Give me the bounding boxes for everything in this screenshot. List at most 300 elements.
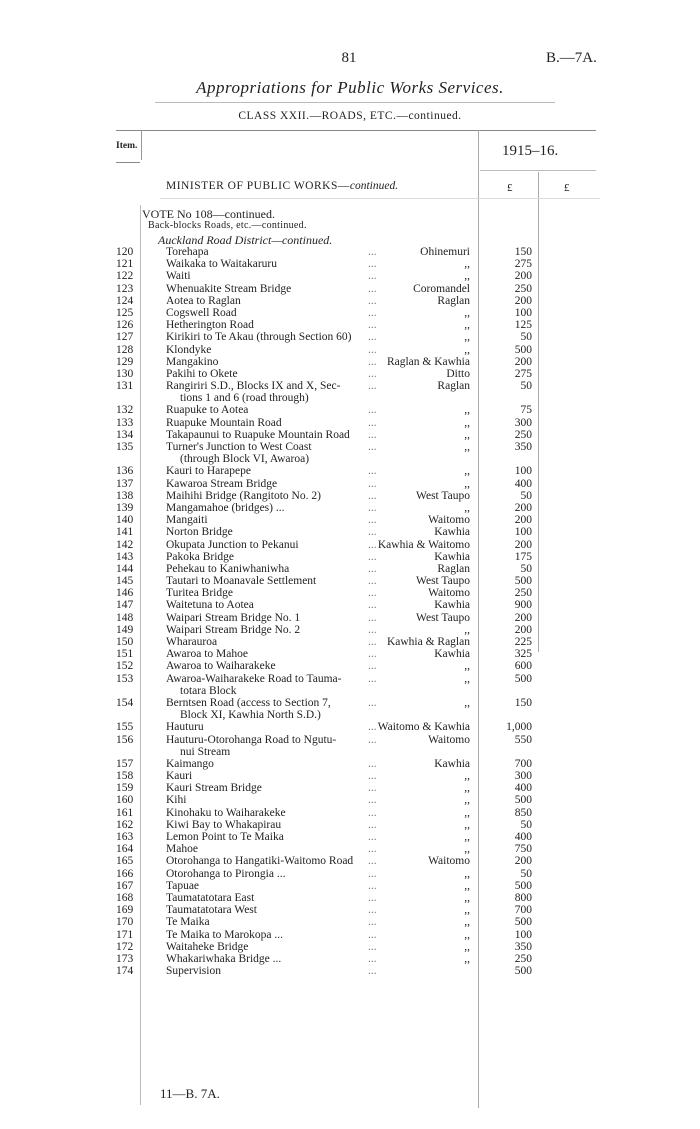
table-row bbox=[0, 319, 700, 331]
amount-value: 300 bbox=[514, 416, 532, 429]
leader-dots: ... bbox=[368, 380, 377, 393]
district-name: Waitomo & Kawhia bbox=[377, 721, 470, 734]
district-name: Kawhia bbox=[434, 599, 470, 612]
table-row bbox=[0, 539, 700, 551]
road-name: Aotea to Raglan bbox=[166, 294, 241, 307]
district-name: ,, bbox=[464, 428, 470, 441]
appropriations-table bbox=[0, 246, 700, 977]
table-row bbox=[0, 441, 700, 453]
table-row bbox=[0, 587, 700, 599]
leader-dots: ... bbox=[368, 441, 377, 453]
road-name: tions 1 and 6 (road through) bbox=[180, 392, 309, 405]
road-name: Ruapuke to Aotea bbox=[166, 404, 249, 417]
district-name: ,, bbox=[464, 928, 470, 941]
amount-value: 200 bbox=[514, 611, 532, 624]
amount-value: 200 bbox=[514, 623, 532, 636]
table-row bbox=[0, 953, 700, 965]
table-row bbox=[0, 916, 700, 928]
item-number: 150 bbox=[116, 636, 134, 648]
amount-value: 150 bbox=[514, 246, 532, 258]
road-name: Hetherington Road bbox=[166, 319, 254, 332]
item-number: 132 bbox=[116, 404, 134, 417]
road-name: Kauri Stream Bridge bbox=[166, 782, 262, 795]
table-row bbox=[0, 599, 700, 611]
amount-value: 325 bbox=[514, 648, 532, 661]
table-row bbox=[0, 819, 700, 831]
item-number: 134 bbox=[116, 428, 134, 441]
road-name: Okupata Junction to Pekanui bbox=[166, 538, 299, 551]
page-reference: B.—7A. bbox=[546, 50, 597, 66]
item-column-rule bbox=[141, 130, 142, 160]
item-number: 127 bbox=[116, 331, 134, 344]
page-number: 81 bbox=[341, 50, 357, 66]
amount-value: 275 bbox=[514, 258, 532, 271]
item-number: 169 bbox=[116, 904, 134, 917]
district-name: ,, bbox=[464, 794, 470, 807]
amount-value: 900 bbox=[514, 599, 532, 612]
leader-dots: ... bbox=[368, 806, 377, 819]
footer-reference: 11—B. 7A. bbox=[160, 1086, 220, 1101]
road-name: Kaimango bbox=[166, 757, 214, 770]
amount-value: 400 bbox=[514, 831, 532, 843]
item-number: 156 bbox=[116, 733, 134, 746]
district-name: ,, bbox=[464, 770, 470, 783]
title-rule bbox=[155, 102, 555, 103]
leader-dots: ... bbox=[368, 721, 377, 734]
district-name: ,, bbox=[464, 465, 470, 478]
road-name: Kirikiri to Te Akau (through Section 60) bbox=[166, 331, 352, 344]
amount-value: 500 bbox=[514, 879, 532, 892]
district-name: ,, bbox=[464, 258, 470, 271]
table-row bbox=[0, 270, 700, 282]
item-number: 165 bbox=[116, 855, 134, 868]
leader-dots: ... bbox=[368, 258, 377, 271]
road-name: Awaroa to Waiharakeke bbox=[166, 660, 276, 673]
road-name: totara Block bbox=[180, 684, 237, 697]
leader-dots: ... bbox=[368, 672, 377, 685]
road-name: Kinohaku to Waiharakeke bbox=[166, 806, 286, 819]
table-row bbox=[0, 295, 700, 307]
leader-dots: ... bbox=[368, 733, 377, 746]
leader-dots: ... bbox=[368, 526, 377, 539]
table-row bbox=[0, 551, 700, 563]
table-row bbox=[0, 404, 700, 416]
item-number: 155 bbox=[116, 721, 134, 734]
table-row bbox=[0, 734, 700, 746]
item-number: 158 bbox=[116, 770, 134, 783]
amount-value: 250 bbox=[514, 952, 532, 965]
table-row bbox=[0, 344, 700, 356]
leader-dots: ... bbox=[368, 343, 377, 356]
table-top-rule bbox=[116, 130, 596, 131]
item-number: 163 bbox=[116, 831, 134, 843]
item-number: 144 bbox=[116, 562, 134, 575]
leader-dots: ... bbox=[368, 611, 377, 624]
table-row bbox=[0, 356, 700, 368]
amount-value: 200 bbox=[514, 855, 532, 868]
district-name: Kawhia & Raglan bbox=[386, 636, 470, 648]
item-number: 131 bbox=[116, 380, 134, 393]
leader-dots: ... bbox=[368, 636, 377, 648]
table-row bbox=[0, 331, 700, 343]
road-name: Te Maika to Marokopa ... bbox=[166, 928, 284, 941]
leader-dots: ... bbox=[368, 891, 377, 904]
road-name: nui Stream bbox=[180, 745, 231, 758]
district-name: ,, bbox=[464, 879, 470, 892]
leader-dots: ... bbox=[368, 294, 377, 307]
table-row bbox=[0, 892, 700, 904]
item-number: 162 bbox=[116, 818, 134, 831]
amount-value: 275 bbox=[514, 367, 532, 380]
road-name: Kawaroa Stream Bridge bbox=[166, 477, 278, 490]
road-name: Waikaka to Waitakaruru bbox=[166, 258, 277, 271]
leader-dots: ... bbox=[368, 770, 377, 783]
item-number: 161 bbox=[116, 806, 134, 819]
leader-dots: ... bbox=[368, 282, 377, 295]
road-name: Ruapuke Mountain Road bbox=[166, 416, 282, 429]
item-number: 170 bbox=[116, 916, 134, 929]
table-row bbox=[0, 526, 700, 538]
leader-dots: ... bbox=[368, 648, 377, 661]
item-number: 147 bbox=[116, 599, 134, 612]
pound-sign-2: £ bbox=[564, 182, 570, 194]
road-name: Takapaunui to Ruapuke Mountain Road bbox=[166, 428, 350, 441]
minister-heading bbox=[166, 180, 398, 192]
table-row bbox=[0, 636, 700, 648]
table-row bbox=[0, 807, 700, 819]
amount-value: 150 bbox=[514, 696, 532, 709]
page-title: Appropriations for Public Works Services. bbox=[196, 78, 504, 97]
district-name: Waitomo bbox=[428, 733, 470, 746]
amount-value: 175 bbox=[514, 550, 532, 563]
amount-value: 75 bbox=[520, 404, 532, 417]
road-name: Maihihi Bridge (Rangitoto No. 2) bbox=[166, 489, 321, 502]
item-number: 173 bbox=[116, 952, 134, 965]
road-name: Pakoka Bridge bbox=[166, 550, 235, 563]
leader-dots: ... bbox=[368, 319, 377, 332]
leader-dots: ... bbox=[368, 355, 377, 368]
amount-value: 200 bbox=[514, 514, 532, 527]
road-name: Berntsen Road (access to Section 7, bbox=[166, 696, 331, 709]
item-number: 139 bbox=[116, 501, 134, 514]
leader-dots: ... bbox=[368, 489, 377, 502]
amount-value: 200 bbox=[514, 270, 532, 283]
road-name: Wharauroa bbox=[166, 636, 218, 648]
item-number: 126 bbox=[116, 319, 134, 332]
leader-dots: ... bbox=[368, 514, 377, 527]
item-number: 154 bbox=[116, 696, 134, 709]
district-name: ,, bbox=[464, 782, 470, 795]
amount-value: 250 bbox=[514, 282, 532, 295]
table-row bbox=[0, 283, 700, 295]
table-row bbox=[0, 758, 700, 770]
leader-dots: ... bbox=[368, 306, 377, 319]
district-name: ,, bbox=[464, 477, 470, 490]
leader-dots: ... bbox=[368, 562, 377, 575]
district-name: ,, bbox=[464, 916, 470, 929]
item-number: 141 bbox=[116, 526, 134, 539]
district-name: ,, bbox=[464, 806, 470, 819]
leader-dots: ... bbox=[368, 599, 377, 612]
amount-value: 250 bbox=[514, 428, 532, 441]
district-name: Waitomo bbox=[428, 514, 470, 527]
item-number: 138 bbox=[116, 489, 134, 502]
amount-value: 100 bbox=[514, 526, 532, 539]
amount-value: 100 bbox=[514, 465, 532, 478]
item-number: 166 bbox=[116, 867, 134, 880]
item-number: 121 bbox=[116, 258, 134, 271]
district-name: ,, bbox=[464, 831, 470, 843]
road-name: Taumatatotara East bbox=[166, 891, 255, 904]
table-row bbox=[0, 941, 700, 953]
table-row bbox=[0, 502, 700, 514]
item-number: 133 bbox=[116, 416, 134, 429]
district-name: ,, bbox=[464, 660, 470, 673]
amount-value: 50 bbox=[520, 489, 532, 502]
table-row bbox=[0, 904, 700, 916]
item-number: 171 bbox=[116, 928, 134, 941]
table-row bbox=[0, 514, 700, 526]
leader-dots: ... bbox=[368, 367, 377, 380]
leader-dots: ... bbox=[368, 782, 377, 795]
road-name: Awaroa to Mahoe bbox=[166, 648, 248, 661]
leader-dots: ... bbox=[368, 867, 377, 880]
item-number: 153 bbox=[116, 672, 134, 685]
amount-value: 400 bbox=[514, 782, 532, 795]
table-row bbox=[0, 660, 700, 672]
district-name: ,, bbox=[464, 818, 470, 831]
table-row bbox=[0, 831, 700, 843]
district-name: West Taupo bbox=[416, 575, 470, 588]
amount-value: 850 bbox=[514, 806, 532, 819]
table-row bbox=[0, 855, 700, 867]
table-row bbox=[0, 490, 700, 502]
leader-dots: ... bbox=[368, 660, 377, 673]
district-name: ,, bbox=[464, 331, 470, 344]
district-name: ,, bbox=[464, 501, 470, 514]
leader-dots: ... bbox=[368, 940, 377, 953]
amount-value: 600 bbox=[514, 660, 532, 673]
road-name: Turitea Bridge bbox=[166, 587, 233, 600]
leader-dots: ... bbox=[368, 416, 377, 429]
district-heading: Auckland Road District—continued. bbox=[158, 233, 333, 247]
road-name: Klondyke bbox=[166, 343, 212, 356]
item-number: 142 bbox=[116, 538, 134, 551]
minister-label: MINISTER OF PUBLIC WORKS— bbox=[166, 180, 350, 192]
amount-value: 500 bbox=[514, 965, 532, 978]
road-name: Supervision bbox=[166, 965, 221, 978]
amount-value: 700 bbox=[514, 757, 532, 770]
item-number: 123 bbox=[116, 282, 134, 295]
leader-dots: ... bbox=[368, 501, 377, 514]
item-number: 149 bbox=[116, 623, 134, 636]
district-name: ,, bbox=[464, 843, 470, 856]
leader-dots: ... bbox=[368, 965, 377, 978]
amount-value: 350 bbox=[514, 940, 532, 953]
item-number: 128 bbox=[116, 343, 134, 356]
item-number: 143 bbox=[116, 550, 134, 563]
item-number: 136 bbox=[116, 465, 134, 478]
road-name: Hauturu-Otorohanga Road to Ngutu- bbox=[166, 733, 337, 746]
district-name: ,, bbox=[464, 343, 470, 356]
leader-dots: ... bbox=[368, 246, 377, 258]
road-name: Whakariwhaka Bridge ... bbox=[166, 952, 282, 965]
road-name: Pakihi to Okete bbox=[166, 367, 238, 380]
item-number: 152 bbox=[116, 660, 134, 673]
road-name: Mangamahoe (bridges) ... bbox=[166, 501, 285, 514]
road-name: Kiwi Bay to Whakapirau bbox=[166, 818, 282, 831]
road-name: Otorohanga to Hangatiki-Waitomo Road bbox=[166, 855, 354, 868]
road-name: Rangiriri S.D., Blocks IX and X, Sec- bbox=[166, 380, 341, 393]
amount-value: 50 bbox=[520, 331, 532, 344]
leader-dots: ... bbox=[368, 465, 377, 478]
amount-value: 200 bbox=[514, 294, 532, 307]
road-name: Whenuakite Stream Bridge bbox=[166, 282, 292, 295]
amount-value: 550 bbox=[514, 733, 532, 746]
leader-dots: ... bbox=[368, 818, 377, 831]
amount-value: 200 bbox=[514, 538, 532, 551]
amount-value: 225 bbox=[514, 636, 532, 648]
road-name: Cogswell Road bbox=[166, 306, 237, 319]
amount-value: 125 bbox=[514, 319, 532, 332]
item-number: 164 bbox=[116, 843, 134, 856]
table-row bbox=[0, 868, 700, 880]
leader-dots: ... bbox=[368, 757, 377, 770]
amount-value: 400 bbox=[514, 477, 532, 490]
item-number: 145 bbox=[116, 575, 134, 588]
item-number: 130 bbox=[116, 367, 134, 380]
district-name: Coromandel bbox=[413, 282, 470, 295]
item-number: 135 bbox=[116, 441, 134, 453]
leader-dots: ... bbox=[368, 477, 377, 490]
vote-heading: VOTE No 108—continued. bbox=[142, 207, 275, 221]
amount-value: 700 bbox=[514, 904, 532, 917]
table-row bbox=[0, 648, 700, 660]
table-row-continuation bbox=[0, 453, 700, 465]
table-row bbox=[0, 612, 700, 624]
item-number: 140 bbox=[116, 514, 134, 527]
district-name: Raglan & Kawhia bbox=[386, 355, 470, 368]
item-number: 148 bbox=[116, 611, 134, 624]
item-header-rule bbox=[116, 162, 140, 163]
leader-dots: ... bbox=[368, 904, 377, 917]
district-name: ,, bbox=[464, 404, 470, 417]
district-name: Kawhia & Waitomo bbox=[377, 538, 470, 551]
table-row bbox=[0, 465, 700, 477]
road-name: Awaroa-Waiharakeke Road to Tauma- bbox=[166, 672, 342, 685]
leader-dots: ... bbox=[368, 831, 377, 843]
leader-dots: ... bbox=[368, 696, 377, 709]
class-title: CLASS XXII.—ROADS, ETC.—continued. bbox=[238, 110, 462, 122]
road-name: Mangakino bbox=[166, 355, 219, 368]
district-name: ,, bbox=[464, 940, 470, 953]
table-row bbox=[0, 246, 700, 258]
table-row bbox=[0, 929, 700, 941]
district-name: ,, bbox=[464, 672, 470, 685]
leader-dots: ... bbox=[368, 428, 377, 441]
district-name: ,, bbox=[464, 441, 470, 453]
leader-dots: ... bbox=[368, 538, 377, 551]
table-row bbox=[0, 770, 700, 782]
amount-value: 800 bbox=[514, 891, 532, 904]
district-name: Waitomo bbox=[428, 587, 470, 600]
district-name: Kawhia bbox=[434, 550, 470, 563]
road-name: Waitaheke Bridge bbox=[166, 940, 249, 953]
road-name: Pehekau to Kaniwhaniwha bbox=[166, 562, 290, 575]
table-row bbox=[0, 563, 700, 575]
table-row-continuation bbox=[0, 685, 700, 697]
minister-continued: continued. bbox=[349, 180, 399, 192]
leader-dots: ... bbox=[368, 916, 377, 929]
district-name: Kawhia bbox=[434, 648, 470, 661]
leader-dots: ... bbox=[368, 331, 377, 344]
table-row bbox=[0, 478, 700, 490]
table-row bbox=[0, 721, 700, 733]
district-name: Waitomo bbox=[428, 855, 470, 868]
road-name: Tautari to Moanavale Settlement bbox=[166, 575, 317, 588]
district-name: Kawhia bbox=[434, 526, 470, 539]
road-name: Torehapa bbox=[166, 246, 209, 258]
district-name: West Taupo bbox=[416, 489, 470, 502]
year-column-header: 1915–16. bbox=[502, 143, 559, 159]
amount-value: 500 bbox=[514, 575, 532, 588]
table-row bbox=[0, 965, 700, 977]
leader-dots: ... bbox=[368, 550, 377, 563]
district-name: ,, bbox=[464, 306, 470, 319]
road-name: Waiti bbox=[166, 270, 191, 283]
leader-dots: ... bbox=[368, 952, 377, 965]
district-name: ,, bbox=[464, 904, 470, 917]
district-name: ,, bbox=[464, 416, 470, 429]
amount-value: 500 bbox=[514, 343, 532, 356]
amount-value: 350 bbox=[514, 441, 532, 453]
district-name: Ohinemuri bbox=[420, 246, 470, 258]
road-name: Taumatatotara West bbox=[166, 904, 257, 917]
table-row bbox=[0, 782, 700, 794]
district-name: Ditto bbox=[446, 367, 470, 380]
table-row bbox=[0, 575, 700, 587]
amount-value: 100 bbox=[514, 306, 532, 319]
item-number: 124 bbox=[116, 294, 134, 307]
table-row bbox=[0, 307, 700, 319]
item-number: 172 bbox=[116, 940, 134, 953]
district-name: ,, bbox=[464, 867, 470, 880]
road-name: Lemon Point to Te Maika bbox=[166, 831, 284, 843]
leader-dots: ... bbox=[368, 794, 377, 807]
table-row bbox=[0, 429, 700, 441]
item-column-header: Item. bbox=[116, 141, 138, 151]
leader-dots: ... bbox=[368, 587, 377, 600]
district-name: ,, bbox=[464, 696, 470, 709]
year-header-rule bbox=[480, 170, 596, 171]
item-number: 151 bbox=[116, 648, 134, 661]
road-name: Turner's Junction to West Coast bbox=[166, 441, 312, 453]
road-name: Kauri to Harapepe bbox=[166, 465, 251, 478]
leader-dots: ... bbox=[368, 843, 377, 856]
road-name: Tapuae bbox=[166, 879, 200, 892]
amount-value: 300 bbox=[514, 770, 532, 783]
road-name: Waipari Stream Bridge No. 2 bbox=[166, 623, 301, 636]
leader-dots: ... bbox=[368, 575, 377, 588]
leader-dots: ... bbox=[368, 623, 377, 636]
table-row bbox=[0, 843, 700, 855]
district-name: Raglan bbox=[437, 380, 470, 393]
item-number: 168 bbox=[116, 891, 134, 904]
amount-value: 500 bbox=[514, 794, 532, 807]
road-name: Waipari Stream Bridge No. 1 bbox=[166, 611, 301, 624]
district-name: West Taupo bbox=[416, 611, 470, 624]
amount-value: 500 bbox=[514, 916, 532, 929]
